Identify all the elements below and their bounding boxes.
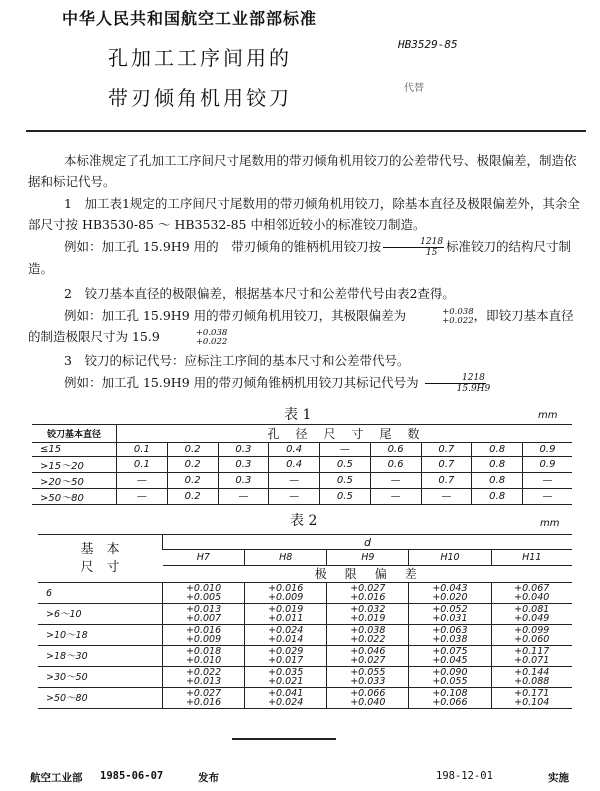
- standard-header: 中华人民共和国航空工业部部标准: [62, 9, 318, 28]
- table-row: >30～50 +0.022 +0.013 +0.035 +0.021 +0.055 +0.033 +0.090 +0.055 +0.144 +0.088: [38, 667, 572, 688]
- title-rule: [26, 130, 586, 132]
- example-2: 例如：加工孔 15.9H9 用的带刃倾角机用铰刀，其极限偏差为 +0.038 +0.022 ，即铰刀基本直径的制造极限尺寸为 15.9 +0.038 +0.022: [28, 306, 574, 347]
- end-rule: [232, 738, 336, 740]
- footer-issued-label: 发布: [198, 772, 219, 784]
- intro-paragraph: 本标准规定了孔加工工序间尺寸尾数用的带刃倾角机用铰刀的公差带代号、极限偏差，制造依据和标记代号。: [28, 153, 577, 189]
- table2-unit: mm: [540, 518, 560, 529]
- clause-2: 2 铰刀基本直径的极限偏差，根据基本尺寸和公差带代号由表2查得。: [64, 286, 455, 301]
- table1-heading: 孔 径 尺 寸 尾 数: [117, 425, 573, 443]
- table1-unit: mm: [538, 410, 558, 421]
- table-row: ≤15 0.1 0.2 0.3 0.4 — 0.6 0.7 0.8 0.9: [32, 443, 572, 457]
- table2-sub-heading: 极 限 偏 差: [163, 566, 573, 583]
- tolerance-value: +0.038 +0.022: [442, 306, 474, 326]
- table-row: >50～80 +0.027 +0.016 +0.041 +0.024 +0.066 +0.040 +0.108 +0.066 +0.171 +0.104: [38, 688, 572, 709]
- clause-3: 3 铰刀的标记代号：应标注工序间的基本尺寸和公差带代号。: [64, 353, 410, 368]
- table-2: 基 本 尺 寸 d H7 H8 H9 H10 H11 极 限 偏 差 6 +0.010 +0.005 +0.016 +0.009 +0.027 +0.016 +0.043 +0.020 +0.067 +0.040 >6～10 +0.013 +0.007 +0.019 +0.011 +0.032 +0.019 +0.052 +0.031 +0.081 +0.049 >10～18 +0.016 +0.009 +0.024 +0.014 +0.038 +0.022 +0.063 +0.038 +0.099 +0.060 >18～30 +0.018 +0.010 +0.029 +0.017 +0.046 +0.027 +0.075 +0.045 +0.117 +0.071 >30～50 +0.022 +0.013 +0.035 +0.021 +0.055 +0.033 +0.090 +0.055 +0.144 +0.088 >50～80 +0.027 +0.016 +0.041 +0.024 +0.066 +0.040 +0.108 +0.066 +0.171 +0.104: [38, 534, 572, 709]
- table-row: >50～80 — 0.2 — — 0.5 — — 0.8 —: [32, 489, 572, 505]
- footer-issuer: 航空工业部: [30, 772, 83, 784]
- table-row: >15～20 0.1 0.2 0.3 0.4 0.5 0.6 0.7 0.8 0.9: [32, 457, 572, 473]
- table-row: >6～10 +0.013 +0.007 +0.019 +0.011 +0.032 +0.019 +0.052 +0.031 +0.081 +0.049: [38, 604, 572, 625]
- footer-impl-date: 198-12-01: [436, 770, 493, 782]
- marking-fraction-1: $\frac{1218}{15}$: [383, 237, 444, 258]
- table-row: 6 +0.010 +0.005 +0.016 +0.009 +0.027 +0.016 +0.043 +0.020 +0.067 +0.040: [38, 583, 572, 604]
- table2-caption: 表 2: [290, 513, 318, 529]
- clause-1: 1 加工表1规定的工序间尺寸尾数用的带刃倾角机用铰刀，除基本直径及极限偏差外，其余全部尺寸按 HB3530-85 ～ HB3532-85 中相邻近较小的标准铰刀制造。: [28, 196, 580, 232]
- replaces-label: 代替: [404, 83, 424, 94]
- table-row: >18～30 +0.018 +0.010 +0.029 +0.017 +0.046 +0.027 +0.075 +0.045 +0.117 +0.071: [38, 646, 572, 667]
- table2-d-heading: d: [163, 535, 573, 550]
- table-row: >10～18 +0.016 +0.009 +0.024 +0.014 +0.038 +0.022 +0.063 +0.038 +0.099 +0.060: [38, 625, 572, 646]
- example-1: 例如：加工孔 15.9H9 用的 带刃倾角的锥柄机用铰刀按 $\frac{1218}{15}$ 标准铰刀的结构尺寸制造。: [28, 237, 572, 276]
- table2-row-head: 基 本 尺 寸: [38, 535, 163, 583]
- table-1: [32, 424, 572, 505]
- marking-fraction-2: $\frac{1218}{15.9H9}$: [421, 373, 491, 394]
- table-row: >20～50 — 0.2 0.3 — 0.5 — 0.7 0.8 —: [32, 473, 572, 489]
- footer-implemented-label: 实施: [548, 772, 569, 784]
- limit-size-tolerance: +0.038 +0.022: [195, 327, 228, 347]
- table1-caption: 表 1: [284, 407, 312, 423]
- footer-issue-date: 1985-06-07: [100, 770, 164, 782]
- title-line-1: 孔加工工序间用的: [108, 46, 292, 70]
- title-line-2: 带刃倾角机用铰刀: [108, 86, 292, 110]
- table1-corner: 铰刀基本直径: [32, 425, 117, 443]
- example-3: 例如：加工孔 15.9H9 用的带刃倾角锥柄机用铰刀其标记代号为 $\frac{1218}{15.9H9}$: [64, 373, 491, 394]
- standard-number: HB3529-85: [398, 38, 458, 51]
